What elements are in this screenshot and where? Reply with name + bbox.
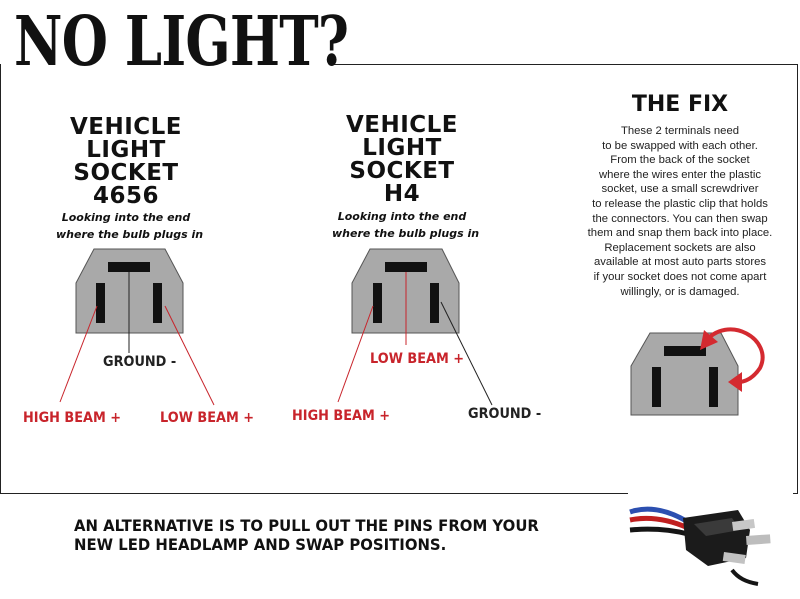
fix-line: socket, use a small screwdriver <box>601 183 759 196</box>
heading-line: LIGHT <box>362 135 442 161</box>
page-title: NO LIGHT? <box>14 2 349 82</box>
socket-4656-low-beam-label: LOW BEAM + <box>160 410 255 426</box>
pin-right <box>746 534 771 545</box>
fix-socket-left-terminal <box>652 367 661 407</box>
fix-socket-drawing <box>631 329 763 415</box>
fix-line: where the wires enter the plastic <box>598 168 761 181</box>
socket-4656-right-terminal <box>153 283 162 323</box>
caption-line: Looking into the end <box>337 210 467 223</box>
heading-line: 4656 <box>92 183 159 209</box>
alternative-note-line: NEW LED HEADLAMP AND SWAP POSITIONS. <box>74 535 447 554</box>
heading-line: LIGHT <box>86 137 166 163</box>
caption-line: where the bulb plugs in <box>56 228 204 241</box>
socket-h4-drawing <box>338 249 492 405</box>
heading-line: VEHICLE <box>69 114 183 140</box>
caption-line: Looking into the end <box>61 211 191 224</box>
socket-4656-ground-label: GROUND - <box>103 354 177 370</box>
fix-socket-body <box>631 333 738 415</box>
socket-4656-top-terminal <box>108 262 150 272</box>
fix-line: available at most auto parts stores <box>593 256 767 269</box>
fix-line: if your socket does not come apart <box>593 270 767 283</box>
socket-h4-top-terminal <box>385 262 427 272</box>
alternative-note-line: AN ALTERNATIVE IS TO PULL OUT THE PINS FROM YOUR <box>74 516 539 535</box>
fix-line: Replacement sockets are also <box>604 241 756 254</box>
socket-h4-right-terminal <box>430 283 439 323</box>
socket-4656-left-terminal <box>96 283 105 323</box>
fix-socket-right-terminal <box>709 367 718 407</box>
socket-h4-left-terminal <box>373 283 382 323</box>
socket-4656-high-beam-label: HIGH BEAM + <box>23 410 122 426</box>
socket-h4-low-beam-label: LOW BEAM + <box>370 351 465 367</box>
heading-line: VEHICLE <box>345 112 459 138</box>
fix-line: willingly, or is damaged. <box>620 285 740 298</box>
socket-h4-high-beam-label: HIGH BEAM + <box>292 408 391 424</box>
fix-line: From the back of the socket <box>610 154 750 167</box>
fix-line: the connectors. You can then swap <box>592 212 768 225</box>
fix-line: them and snap them back into place. <box>587 227 773 240</box>
alternative-note <box>74 516 539 554</box>
socket-h4-ground-label: GROUND - <box>468 406 542 422</box>
socket-4656-drawing <box>60 249 214 405</box>
fix-line: to release the plastic clip that holds <box>592 197 768 210</box>
fix-line: to be swapped with each other. <box>602 139 758 152</box>
fix-socket-top-terminal <box>664 346 706 356</box>
caption-line: where the bulb plugs in <box>332 227 480 240</box>
heading-line: SOCKET <box>73 160 179 186</box>
led-connector-photo <box>628 470 793 592</box>
heading-line: H4 <box>383 181 421 207</box>
heading-line: SOCKET <box>349 158 455 184</box>
fix-line: These 2 terminals need <box>620 125 740 137</box>
fix-title: THE FIX <box>631 92 729 117</box>
